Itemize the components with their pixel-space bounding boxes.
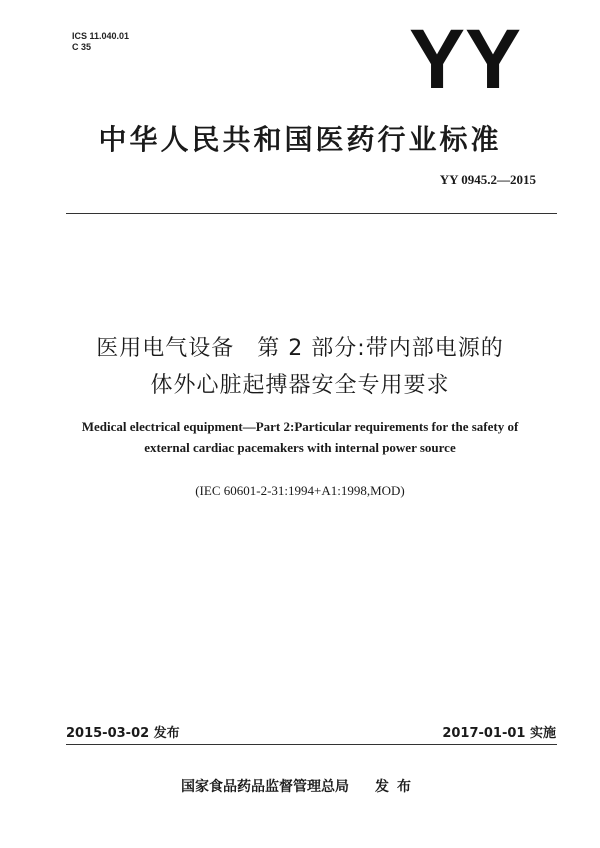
ics-code: ICS 11.040.01	[72, 31, 130, 41]
english-title-line-2: external cardiac pacemakers with internal power source	[144, 440, 456, 455]
svg-text:YY: YY	[408, 26, 522, 92]
standard-number: YY 0945.2—2015	[439, 172, 536, 187]
adoption-reference: (IEC 60601-2-31:1994+A1:1998,MOD)	[195, 483, 405, 498]
issue-date: 2015-03-02 发布	[66, 726, 180, 741]
chinese-title-line-1: 医用电气设备 第 2 部分:带内部电源的	[96, 336, 504, 361]
publisher-line	[0, 776, 600, 796]
english-title-line-1: Medical electrical equipment—Part 2:Particular requirements for the safety of	[81, 419, 519, 434]
chinese-title-line-2: 体外心脏起搏器安全专用要求	[150, 373, 450, 398]
standard-category-title: 中华人民共和国医药行业标准	[98, 123, 502, 156]
yy-logo	[396, 26, 534, 92]
ccs-code: C 35	[72, 42, 92, 52]
bottom-divider	[66, 744, 557, 745]
classification-codes	[72, 31, 129, 53]
implementation-date: 2017-01-01 实施	[442, 726, 556, 741]
top-divider	[66, 213, 557, 214]
publish-label: 发布	[375, 779, 419, 795]
publisher-name: 国家食品药品监督管理总局	[181, 779, 349, 795]
